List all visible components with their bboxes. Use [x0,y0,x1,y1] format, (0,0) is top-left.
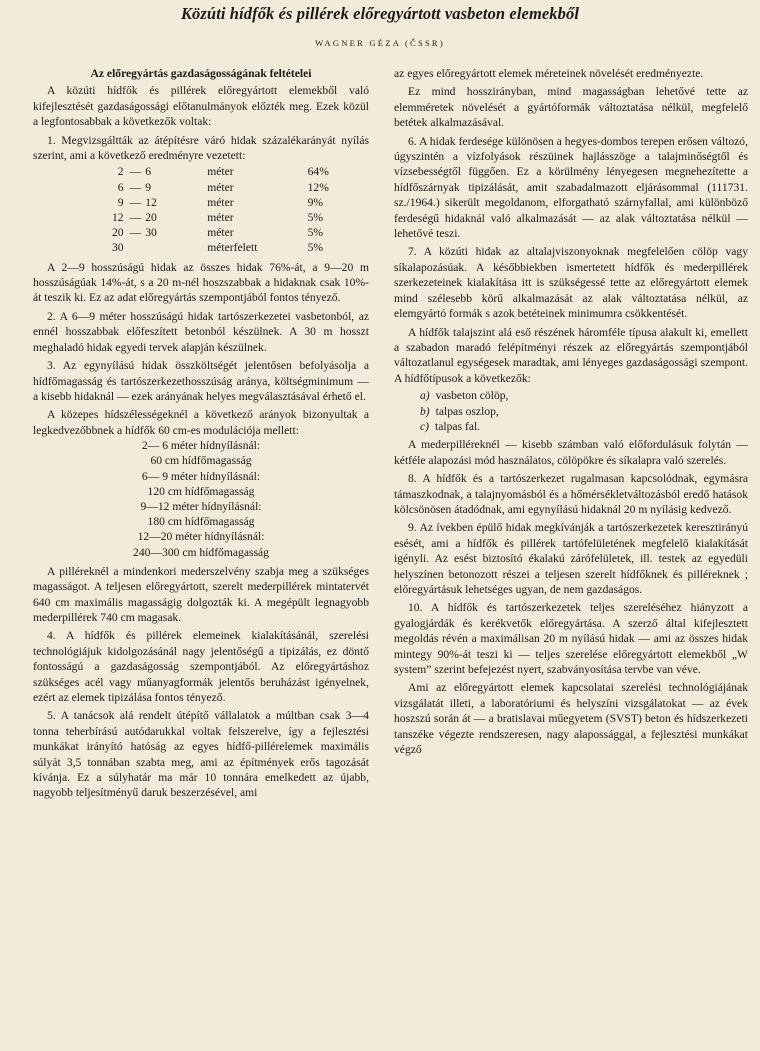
section-subhead: Az előregyártás gazdaságosságának feltételei [90,67,312,80]
cell-extra: felett [233,241,258,255]
cell-from: 2 [117,165,124,179]
list-item-letter: a) [420,389,430,403]
cell-pct: 5% [307,211,324,225]
cell-to: 30 [145,226,157,240]
list-item-text: talpas oszlop, [435,404,499,418]
modulation-span: 2— 6 méter hídnyílásnál: [141,439,261,453]
paragraph-1b: A 2—9 hosszúságú hidak az összes hidak 76%-át, a 9—20 m hosszúságúak 14%-át, s a 20 m-nél hoszszabbak a hidaknak csak 10%-át teszik ki. Ez az adat előregyártás szempontjából fontos tényező. [33,260,369,305]
list-item [420,404,748,419]
paragraph-7c: A mederpilléreknél — kisebb számban való előfordulásuk folytán — kétféle alapozási mód használatos, cölöpökre és síkalapra való szerelés. [394,438,748,467]
paragraph-10: 10. A hídfők és tartószerkezetek teljes szereléséhez hiányzott a gyalogjárdák és kerékvetők előregyártása. A szerző által kifejlesztett megoldás révén a maximálisan 20 m nyílású hidak — ami az összes hidak mintegy 90%-át teszi ki — teljes szerelése előregyártott elemekből „W system” szerint befejezést nyert, szabványosítása tervbe van véve. [394,601,748,677]
cell-pct: 9% [307,195,324,209]
table-row [112,180,329,195]
cell-extra [234,164,296,179]
page-title: Közúti hídfők és pillérek előregyártott vasbeton elemekből [180,4,580,23]
cell-extra [234,195,296,210]
list-item-text: vasbeton cölöp, [435,389,509,403]
cell-unit: méter [207,195,234,209]
cell-to: 9 [145,180,151,194]
modulation-span: 12—20 méter hídnyílásnál: [137,530,265,544]
paragraph-5b: Ez mind hosszirányban, mind magasságban lehetővé tette az elemméretek növelését a gyártóformák változtatása nélkül, megfelelő betétek alkalmazásával. [394,85,748,130]
table-row [112,240,329,255]
cell-unit: méter [207,211,234,225]
modulation-height: 240—300 cm hídfőmagasság [133,545,269,559]
cell-to: 12 [145,195,157,209]
cell-unit: méter [207,241,234,255]
cell-extra [234,210,296,225]
cell-to: 20 [145,211,157,225]
abutment-types-list [394,388,748,434]
right-column [394,66,748,1048]
cell-unit: méter [207,165,234,179]
cell-dash: — [129,195,142,209]
cell-extra [234,225,296,240]
cell-extra [234,180,296,195]
paragraph-6: 6. A hidak ferdesége különösen a hegyes-dombos terepen erősen változó, úgyszintén a vízfolyások részüinek hajlásszöge a talajminőségtől és vízsebességtől függően. Ez a körülmény lényegesen megnehezítette a hídfőszárnyak tipizálását, amit szabadalmazott eljárásommal (111731. sz./1964.) sikerült megoldanom, elforgatható szárnyfallal, ami különböző ferdeségű hidaknál való alkalmazását — az alak változtatása nélkül — lehetővé teszi. [394,134,748,241]
modulation-span: 9—12 méter hídnyílásnál: [140,499,262,513]
paragraph-3b: A közepes hídszélességeknél a következő arányok bizonyultak a legkedvezőbbnek a hídfők 60 cm-es modulációja mellett: [33,408,369,437]
cell-dash: — [129,226,142,240]
cell-pct: 5% [307,226,324,240]
cell-from: 9 [117,195,124,209]
paragraph-3c: A pilléreknél a mindenkori mederszelvény szabja meg a szükséges magasságot. A teljesen előregyártott, szerelt mederpillérek mintatervét 640 cm maximális magasságig dolgozták ki. A megépült legnagyobb mederpillérek 740 cm magasak. [33,564,369,624]
list-item-letter: b) [420,404,430,418]
modulation-span: 6— 9 méter hídnyílásnál: [141,469,261,483]
cell-dash [128,240,144,255]
paragraph-3: 3. Az egynyílású hidak összköltségét jelentősen befolyásolja a hídfőmagasság és tartószerkezethosszúság aránya, költségminimum — a kisebb hidaknál — ezek arányának helyes megválasztásával érhető el. [33,359,369,403]
list-item [420,388,748,403]
list-item-text: talpas fal. [435,419,481,433]
cell-to: 6 [145,165,151,179]
cell-pct: 12% [307,180,329,194]
paragraph-9: 9. Az ívekben épülő hidak megkívánják a tartószerkezetek keresztirányú esését, ami a hídfők és pillérek tartófelületének megfelelő kialakítását igényli. Az esést biztosító ékalakú zárófelületek, ill. testek az egyedüli helyszínen betonozott részei a teljesen szerelt hídfőknek és pilléreknek ; előregyártásuk lehetséges ugyan, de nem gazdaságos. [394,521,748,596]
cell-dash: — [129,180,142,194]
cell-dash: — [129,165,142,179]
paragraph-8: 8. A hídfők és a tartószerkezet rugalmasan kapcsolódnak, egymásra támaszkodnak, a talajnyomásból és a hőmérsékletváltozásból eredő hatások kölcsönösen átadódnak, ami egynyílású hidaknál 20 m nyílásig kedvező. [394,472,748,516]
table-row [112,195,329,210]
table-row [112,225,329,240]
cell-from: 6 [117,180,124,194]
paragraph-5-continued: az egyes előregyártott elemek méreteinek növelését eredményezte. [394,67,704,80]
table-row [112,210,329,225]
modulation-height: 180 cm hídfőmagasság [147,515,255,529]
cell-unit: méter [207,226,234,240]
paragraph-intro: A közúti hídfők és pillérek előregyártott elemekből való kifejlesztését gazdaságossági előtanulmányok előzték meg. Ezek közül a legfontosabbak a következők voltak: [33,84,369,129]
modulation-list [33,438,369,560]
paragraph-11: Ami az előregyártott elemek kapcsolatai szerelési technológiájának vizsgálatát illeti, a laboratóriumi és helyszíni vizsgálatokat — az évek hoszszú során át — a bratislavai műegyetem (SVST) beton és hídszerkezeti tanszéke végezte rendszeresen, nagy alapossággal, a fejlesztési munkákat végző [394,681,748,757]
table-row [112,164,329,179]
modulation-height: 60 cm hídfőmagasság [150,454,252,468]
cell-unit: méter [207,180,234,194]
paragraph-7: 7. A közúti hidak az altalajviszonyoknak megfelelően cölöp vagy síkalapozásúak. A későbbiekben ismertetett hídfők és mederpillérek szerkezeteinek kialakítása itt is szükségessé tette az előregyártott elemek mind szélesebb körű alkalmazását az alak változtatása nélkül, az elemgyártó formák s azok betéteinek minimumra csökkentését. [394,245,748,321]
cell-from: 20 [112,226,124,240]
paragraph-2: 2. A 6—9 méter hosszúságú hidak tartószerkezetei vasbetonból, az ennél hosszabbak előfeszített betonból készülnek. A 30 m hosszt meghaladó hidak egyedi tervek alapján készülnek. [33,309,369,354]
cell-from: 12 [112,211,124,225]
list-item [420,419,748,434]
paragraph-4: 4. A hídfők és pillérek elemeinek kialakításánál, szerelési technológiájuk kidolgozásánál nagy jelentőségű a tipizálás, ez döntő fontosságú a gazdaságosság szempontjából. Az előregyártáshoz szükséges acél vagy műanyagformák jelentős beruházást igényelnek, ezért az elemek tipizálása fontos tényező. [33,629,369,704]
left-column [33,66,369,1048]
modulation-height: 120 cm hídfőmagasság [147,484,255,498]
cell-to [143,240,207,255]
paragraph-1: 1. Megvizsgáltták az átépítésre váró hidak százalékarányát nyílás szerint, ami a következő eredményre vezetett: [33,133,369,163]
paragraph-5: 5. A tanácsok alá rendelt útépítő vállalatok a múltban csak 3—4 tonna teherbírású autódarukkal voltak felszerelve, így a fejlesztési munkákat irányító hatóság az egyes hídfő-pillérelemek maximális súlyát 3,5 tonnában szabta meg, ami az építmények erős tagozását kívánja. Ez a súlyhatár ma már 10 tonnára emelkedett az újabb, nagyobb teljesítményű daruk beszerzésével, ami [33,709,369,800]
author-line: WAGNER GÉZA (ČSSR) [315,38,445,48]
cell-from: 30 [112,241,124,255]
span-percentage-table [112,164,329,255]
list-item-letter: c) [420,419,430,433]
cell-pct: 64% [307,165,329,179]
paragraph-7b: A hídfők talajszint alá eső részének háromféle típusa alakult ki, emellett a szabadon maradó felépítményi részek az előregyártás szempontjából változatlanul egységesek maradtak, ami lényeges gazdaságossági szempont. A hídfőtípusok a következők: [394,325,748,385]
cell-dash: — [129,211,142,225]
cell-pct: 5% [307,241,324,255]
